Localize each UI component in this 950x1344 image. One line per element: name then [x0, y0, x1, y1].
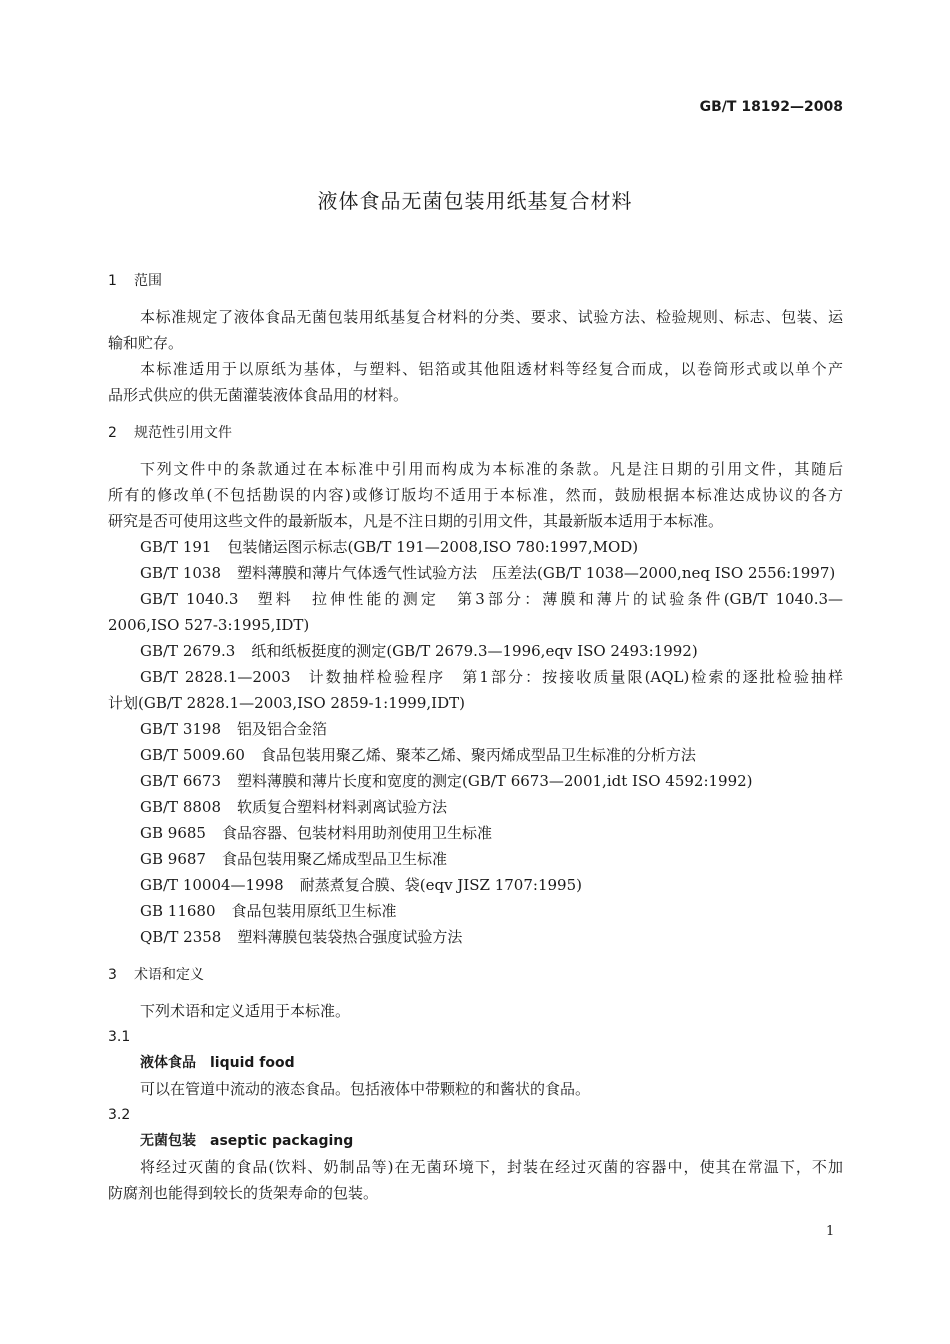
- term-number: 3.1: [108, 1029, 131, 1045]
- reference-title: 食品容器、包装材料用助剂使用卫生标准: [221, 824, 492, 842]
- paragraph-line: 研究是否可使用这些文件的最新版本，凡是不注日期的引用文件，其最新版本适用于本标准。: [108, 512, 724, 530]
- reference-item: [108, 612, 843, 638]
- reference-title: 计划(GB/T 2828.1—2003,ISO 2859-1:1999,IDT): [108, 694, 465, 712]
- reference-item: [108, 586, 843, 612]
- paragraph-line: 本标准规定了液体食品无菌包装用纸基复合材料的分类、要求、试验方法、检验规则、标志、包装、运: [140, 308, 843, 326]
- reference-item: [108, 924, 843, 950]
- reference-code: QB/T 2358: [140, 928, 222, 946]
- reference-item: [108, 560, 843, 586]
- reference-item: [108, 872, 843, 898]
- term-chinese: 无菌包装: [140, 1133, 196, 1149]
- section-title: 术语和定义: [134, 967, 204, 983]
- reference-title: 耐蒸煮复合膜、袋(eqv JISZ 1707:1995): [299, 876, 582, 894]
- reference-code: GB 11680: [140, 902, 216, 920]
- reference-code: GB 9685: [140, 824, 206, 842]
- reference-title: 2006,ISO 527-3:1995,IDT): [108, 616, 310, 634]
- term-english: aseptic packaging: [210, 1133, 354, 1149]
- section-number: 3: [108, 967, 117, 983]
- reference-code: GB/T 2679.3: [140, 642, 236, 660]
- paragraph-line: 下列术语和定义适用于本标准。: [140, 1002, 351, 1020]
- reference-code: GB/T 6673: [140, 772, 222, 790]
- section-number: 1: [108, 273, 117, 289]
- reference-title: 塑料薄膜包装袋热合强度试验方法: [237, 928, 463, 946]
- section-title: 规范性引用文件: [134, 425, 232, 441]
- document-title: 液体食品无菌包装用纸基复合材料: [317, 189, 633, 213]
- reference-code: GB 9687: [140, 850, 206, 868]
- reference-title: 铝及铝合金箔: [237, 720, 328, 738]
- paragraph-line: 下列文件中的条款通过在本标准中引用而构成为本标准的条款。凡是注日期的引用文件，其随后: [140, 460, 843, 478]
- term-definition: 防腐剂也能得到较长的货架寿命的包装。: [108, 1184, 379, 1202]
- section-title: 范围: [134, 273, 162, 289]
- reference-title: 食品包装用原纸卫生标准: [231, 902, 397, 920]
- reference-item: [108, 846, 843, 872]
- reference-title: 计数抽样检验程序 第1部分：按接收质量限(AQL)检索的逐批检验抽样: [306, 668, 843, 686]
- reference-item: [108, 820, 843, 846]
- section-heading: [108, 420, 843, 446]
- reference-item: [108, 638, 843, 664]
- reference-code: GB/T 1038: [140, 564, 222, 582]
- paragraph-line: 本标准适用于以原纸为基体，与塑料、铝箔或其他阻透材料等经复合而成，以卷筒形式或以单个产: [140, 360, 843, 378]
- reference-title: 食品包装用聚乙烯、聚苯乙烯、聚丙烯成型品卫生标准的分析方法: [260, 746, 696, 764]
- term-definition: 将经过灭菌的食品(饮料、奶制品等)在无菌环境下，封装在经过灭菌的容器中，使其在常温下，不加: [140, 1158, 843, 1176]
- reference-item: [108, 690, 843, 716]
- paragraph-line: 品形式供应的供无菌灌装液体食品用的材料。: [108, 386, 409, 404]
- section-number: 2: [108, 425, 117, 441]
- reference-item: [108, 716, 843, 742]
- term-number: 3.2: [108, 1107, 131, 1123]
- reference-title: 塑料薄膜和薄片气体透气性试验方法 压差法(GB/T 1038—2000,neq ISO 2556:1997): [237, 564, 836, 582]
- term-heading: [108, 1128, 843, 1154]
- term-heading: [108, 1050, 843, 1076]
- reference-item: [108, 898, 843, 924]
- reference-code: GB/T 8808: [140, 798, 222, 816]
- paragraph-line: 所有的修改单(不包括勘误的内容)或修订版均不适用于本标准，然而，鼓励根据本标准达成协议的各方: [108, 486, 843, 504]
- reference-code: GB/T 10004—1998: [140, 876, 284, 894]
- document-body: [108, 264, 843, 1206]
- reference-code: GB/T 3198: [140, 720, 222, 738]
- term-english: liquid food: [210, 1055, 295, 1071]
- reference-item: [108, 534, 843, 560]
- reference-title: 纸和纸板挺度的测定(GB/T 2679.3—1996,eqv ISO 2493:1992): [251, 642, 698, 660]
- standard-number-header: GB/T 18192—2008: [699, 99, 843, 115]
- reference-list: [108, 534, 843, 950]
- reference-title: 塑料 拉伸性能的测定 第3部分：薄膜和薄片的试验条件(GB/T 1040.3—: [254, 590, 844, 608]
- page-number: 1: [826, 1224, 835, 1239]
- reference-item: [108, 742, 843, 768]
- reference-item: [108, 664, 843, 690]
- reference-code: GB/T 5009.60: [140, 746, 245, 764]
- reference-code: GB/T 1040.3: [140, 590, 239, 608]
- reference-item: [108, 768, 843, 794]
- term-chinese: 液体食品: [140, 1055, 196, 1071]
- reference-title: 食品包装用聚乙烯成型品卫生标准: [221, 850, 447, 868]
- section-heading: [108, 962, 843, 988]
- reference-title: 包装储运图示标志(GB/T 191—2008,ISO 780:1997,MOD): [227, 538, 639, 556]
- section-heading: [108, 268, 843, 294]
- reference-title: 软质复合塑料材料剥离试验方法: [237, 798, 448, 816]
- reference-title: 塑料薄膜和薄片长度和宽度的测定(GB/T 6673—2001,idt ISO 4592:1992): [237, 772, 753, 790]
- term-list: [108, 1024, 843, 1206]
- paragraph-line: 输和贮存。: [108, 334, 184, 352]
- reference-code: GB/T 2828.1—2003: [140, 668, 291, 686]
- reference-item: [108, 794, 843, 820]
- reference-code: GB/T 191: [140, 538, 212, 556]
- term-definition: 可以在管道中流动的液态食品。包括液体中带颗粒的和酱状的食品。: [140, 1080, 591, 1098]
